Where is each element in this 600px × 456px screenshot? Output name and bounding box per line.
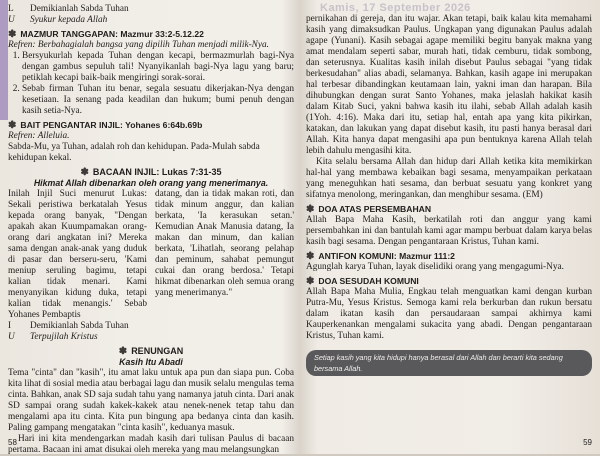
rosette-icon: ✽: [306, 276, 315, 287]
renungan-text-2: Hari ini kita mendengarkan madah kasih dari tulisan Paulus di bacaan pertama. Bacaan ini amat disukai oleh mereka yang mau melangsungkan: [8, 434, 294, 455]
close-response-2: U Terpujilah Kristus: [8, 332, 98, 342]
bacaan-heading: ✽ BACAAN INJIL: Lukas 7:31-35: [80, 167, 222, 178]
running-head: Kamis, 17 September 2026: [320, 2, 471, 14]
renungan-subtitle: Kasih Itu Abadi: [119, 357, 183, 367]
rosette-icon: ✽: [306, 251, 315, 262]
quote-banner: Setiap kasih yang kita hidupi hanya berasal dari Allah dan berarti kita sedang bersama Allah.: [306, 350, 592, 376]
bait-refren: Refren: Alleluia.: [8, 131, 70, 141]
rosette-icon: ✽: [8, 120, 17, 131]
page-number-right: 59: [583, 438, 592, 447]
renungan-heading: ✽ RENUNGAN: [118, 346, 184, 357]
close-response-1: I Demikianlah Sabda Tuhan: [8, 321, 129, 331]
mazmur-list: [8, 51, 294, 117]
list-item: 1. Bersyukurlah kepada Tuhan dengan kecapi, bermazmurlah bagi-Nya dengan gambus sepuluh tali! Nyanyikanlah bagi-Nya lagu yang baru; petiklah kecapi baik-baik mengiringi sorak-sorai.: [22, 51, 294, 84]
rosette-icon: ✽: [80, 167, 89, 178]
mazmur-heading: ✽ MAZMUR TANGGAPAN: Mazmur 33:2-5.12.22: [8, 29, 204, 40]
antifon-heading: ✽ ANTIFON KOMUNI: Mazmur 111:2: [306, 251, 455, 262]
doa-komuni-heading: ✽ DOA SESUDAH KOMUNI: [306, 276, 419, 287]
doa-persembahan-heading: ✽ DOA ATAS PERSEMBAHAN: [306, 204, 432, 215]
bacaan-col-1: Inilah Injil Suci menurut Lukas: Sekali peristiwa berkatalah Yesus kepada orang banyak, "Dengan apakah akan Kuumpamakan orang-orang dari angkatan ini? Mereka sama dengan anak-anak yang duduk di pasar dan berseru-seru, 'Kami meniup seruling bagimu, tetapi kalian tidak menari. Kami menyanyikan kidung duka, tetapi kalian tidak menangis.' Sebab Yohanes Pembaptis: [8, 189, 147, 320]
list-item: 2. Sebab firman Tuhan itu benar, segala sesuatu dikerjakan-Nya dengan kesetiaan. Ia senang pada keadilan dan hukum; bumi penuh dengan kasih setia-Nya.: [22, 84, 294, 117]
rosette-icon: ✽: [8, 29, 17, 40]
rosette-icon: ✽: [306, 204, 315, 215]
rosette-icon: ✽: [118, 346, 128, 357]
bacaan-col-2: datang, dan ia tidak makan roti, dan tidak minum anggur, dan kalian berkata, 'Ia kerasukan setan.' Kemudian Anak Manusia datang, Ia makan dan minum, dan kalian berkata, 'Lihatlah, seorang pelahap dan peminum, sahabat pemungut cukai dan orang berdosa.' Tetapi hikmat dibenarkan oleh semua orang yang menerimanya.": [155, 189, 294, 298]
side-tab-label: [0, 21, 1, 95]
right-page: [306, 14, 592, 448]
left-page: [8, 4, 294, 455]
intro-response-1: L Demikianlah Sabda Tuhan: [8, 4, 129, 14]
intro-response-2: U Syukur kepada Allah: [8, 15, 108, 25]
bait-heading: ✽ BAIT PENGANTAR INJIL: Yohanes 6:64b.69b: [8, 120, 203, 131]
antifon-text: Agunglah karya Tuhan, layak diselidiki orang yang mengagumi-Nya.: [306, 262, 564, 272]
mazmur-refren: Refren: Berbahagialah bangsa yang dipilih Tuhan menjadi milik-Nya.: [8, 40, 269, 50]
doa-komuni-text: Allah Bapa Maha Mulia, Engkau telah menguatkan kami dengan kurban Putra-Mu, Yesus Kristus. Semoga kami rela berkurban dan rukun bersatu dalam ikatan kasih dan persaudaraan sampai akhirnya kami Kauperkenankan mengalami sukacita yang abadi. Dengan pengantaraan Kristus, Tuhan kami.: [306, 287, 592, 341]
right-para-2: Kita selalu bersama Allah dan hidup dari Allah ketika kita memikirkan hal-hal yang membawa kebaikan bagi sesama, menyampaikan perkataan yang meneguhkan hati sesama, dan berbuat sesuatu yang konkret yang sifatnya menolong, meringankan, dan menghibur sesama. (EM): [306, 157, 592, 200]
renungan-text: Tema "cinta" dan "kasih", itu amat laku untuk apa pun dan siapa pun. Coba kita lihat di sosial media atau berbagai lagu dan musik selalu mengulas tema cinta. Bahkan, anak SD saja sudah tahu yang namanya jatuh cinta. Dari anak SD sampai orang sudah kakek-kakek atau nenek-nenek tetap tahu dan mengalami apa itu cinta. Kita pun bingung apa bedanya cinta dan kasih. Paling gampang mengatakan "cinta kasih", keduanya masuk.: [8, 368, 294, 433]
doa-persembahan-text: Allah Bapa Maha Kasih, berkatilah roti dan anggur yang kami persembahkan ini dan bantulah kami agar mampu berbuat dalam karya belas kasih bagi sesama. Dengan pengantaraan Kristus, Tuhan kami.: [306, 215, 592, 247]
right-para-1: pernikahan di gereja, dan itu wajar. Akan tetapi, baik kalau kita memahami kasih yang dimaksudkan Paulus. Ungkapan yang digunakan Paulus adalah agape (Yunani). Kasih sebagai agape memiliki begitu banyak makna yang amat mendalam seperti sabar, murah hati, tidak cemburu, tidak sombong, dan seterusnya. Kualitas kasih inilah disebut Paulus sebagai "yang tidak berkesudahan" alias abadi, selamanya. Bahkan, kasih agape ini merupakan hal terbesar dibandingkan keutamaan lain, yakni iman dan harapan. Bila dihubungkan dengan surat Santo Yohanes, maka jelaslah hakikat kasih dalam Kitab Suci, yakni bahwa kasih itu ilahi, sebab Allah adalah kasih (1Yoh. 4:16). Maka dari itu, setiap hal, entah apa yang kita pikirkan, katakan, dan lakukan yang dapat disebut kasih, itu pasti hanya berasal dari Allah. Kita hanya dapat mengasihi apa pun bentuknya karena Allah telah lebih dahulu mengasihi kita.: [306, 14, 592, 156]
bait-text: Sabda-Mu, ya Tuhan, adalah roh dan kehidupan. Pada-Mulah sabda kehidupan kekal.: [8, 142, 260, 163]
side-color-tab: [0, 0, 8, 120]
bacaan-subtitle: Hikmat Allah dibenarkan oleh orang yang menerimanya.: [33, 178, 269, 188]
page-number-left: 58: [8, 438, 17, 447]
bacaan-columns: [8, 189, 294, 321]
